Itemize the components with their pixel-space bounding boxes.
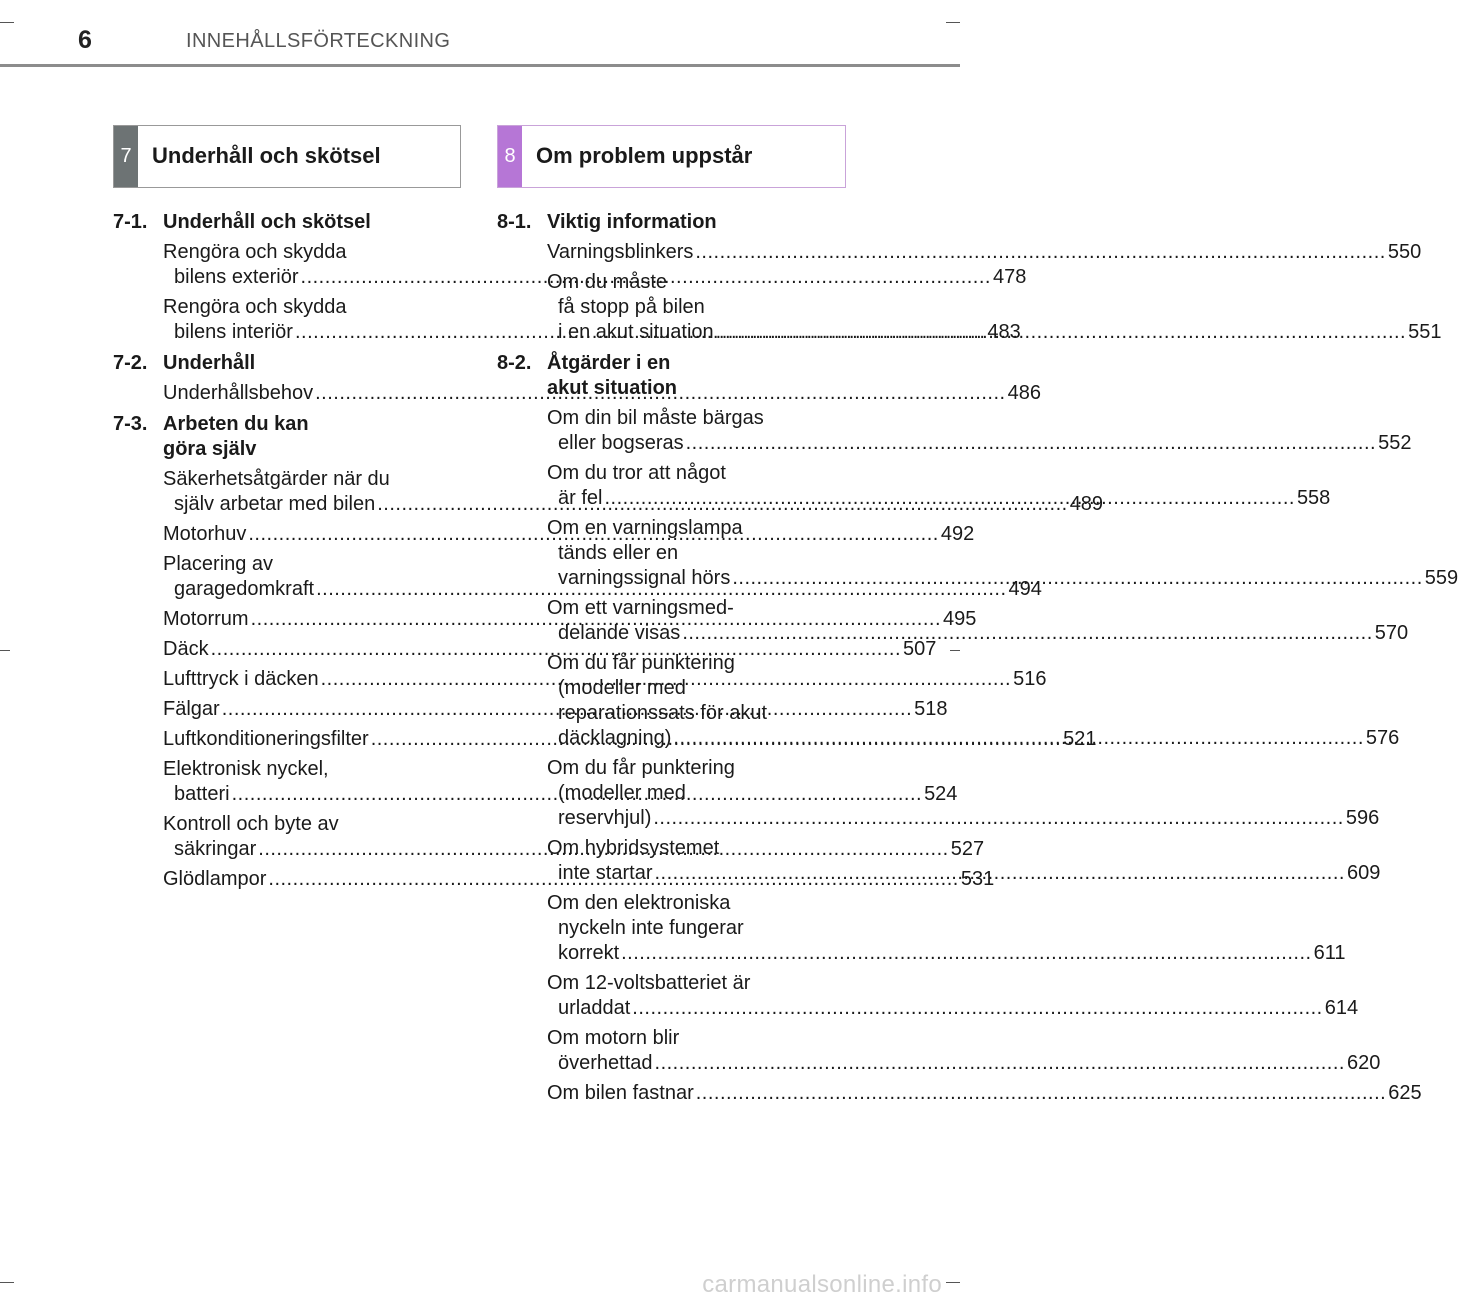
entry-last-line (547, 431, 1412, 456)
entry-text: säkringar (174, 838, 257, 860)
entry-text: Underhållsbehov (163, 382, 314, 404)
page-number-ref: 625 (1388, 1082, 1422, 1104)
toc-section (497, 210, 831, 235)
section-title: Åtgärder i en (547, 352, 671, 374)
page-number-ref: 478 (992, 266, 1027, 288)
section-title: akut situation (547, 377, 678, 399)
entry-text: korrekt (558, 942, 620, 964)
entry-text: Säkerhetsåtgärder när du (163, 468, 390, 490)
page-number-ref: 614 (1324, 997, 1359, 1019)
entry-text: Om du tror att något (547, 462, 726, 484)
entry-text: varningssignal hörs (558, 567, 731, 589)
entry-text: inte startar (558, 862, 653, 884)
toc-entry[interactable] (113, 637, 937, 662)
toc-entry[interactable] (497, 406, 1412, 456)
entry-text: Rengöra och skydda (163, 296, 347, 318)
page-number-ref: 611 (1313, 942, 1346, 964)
section-title: göra själv (163, 438, 257, 460)
entry-last-line (547, 806, 1380, 831)
toc-entry[interactable] (497, 891, 1346, 966)
toc-section (113, 351, 447, 376)
entry-text: Om du måste (547, 271, 668, 293)
page-number-ref: 620 (1346, 1052, 1381, 1074)
entry-text: urladdat (558, 997, 631, 1019)
entry-text: bilens interiör (174, 321, 293, 343)
chapter-title: Underhåll och skötsel (152, 143, 381, 168)
dot-leader (732, 567, 1422, 589)
entry-text: Luftkonditioneringsfilter (163, 728, 369, 750)
entry-text: Motorhuv (163, 523, 247, 545)
entry-text: Däck (163, 638, 209, 660)
page-number-ref: 494 (1008, 578, 1042, 600)
entry-text: Om hybridsystemet (547, 837, 720, 859)
entry-text: tänds eller en (558, 542, 679, 564)
entry-text: Fälgar (163, 698, 220, 720)
entry-text: Om 12-voltsbatteriet är (547, 972, 751, 994)
dot-leader (653, 807, 1343, 829)
entry-text: Varningsblinkers (547, 241, 694, 263)
entry-text: Om ett varningsmed- (547, 597, 734, 619)
crop-mark (946, 1282, 960, 1283)
entry-text: Glödlampor (163, 868, 267, 890)
section-number: 7-1. (113, 211, 148, 233)
entry-text: reservhjul) (558, 807, 652, 829)
section-title: Underhåll (163, 352, 256, 374)
toc-entry[interactable] (497, 1026, 1381, 1076)
entry-text: reparationssats för akut (558, 702, 767, 724)
dot-leader (604, 487, 1294, 509)
entry-text: själv arbetar med bilen (174, 493, 376, 515)
entry-last-line (547, 1051, 1381, 1076)
entry-text: bilens exteriör (174, 266, 299, 288)
page-number-ref: 609 (1346, 862, 1381, 884)
entry-text: få stopp på bilen (558, 296, 705, 318)
entry-text: Om motorn blir (547, 1027, 680, 1049)
page-number-ref: 531 (960, 868, 995, 890)
dot-leader (632, 997, 1322, 1019)
entry-text: Motorrum (163, 608, 249, 630)
page-number-ref: 524 (924, 783, 958, 805)
entry-text: nyckeln inte fungerar (558, 917, 744, 939)
page-number-ref: 552 (1378, 432, 1412, 454)
chapter-number-badge: 7 (114, 126, 138, 187)
page-number-ref: 495 (943, 608, 977, 630)
section-number: 7-3. (113, 413, 148, 435)
chapter-number-badge: 8 (498, 126, 522, 187)
entry-text: batteri (174, 783, 230, 805)
entry-text: delande visas (558, 622, 681, 644)
entry-text: Om du får punktering (547, 652, 735, 674)
entry-text: Elektronisk nyckel, (163, 758, 329, 780)
dot-leader (673, 727, 1363, 749)
chapter-title: Om problem uppstår (536, 143, 753, 168)
page-number-ref: 527 (950, 838, 985, 860)
section-number: 7-2. (113, 352, 148, 374)
entry-text: Kontroll och byte av (163, 813, 339, 835)
page-number-ref: 576 (1365, 727, 1400, 749)
crop-mark (950, 650, 960, 651)
section-number: 8-1. (497, 211, 532, 233)
page-number-ref: 551 (1408, 321, 1442, 343)
entry-last-line (547, 621, 1409, 646)
toc-entry[interactable] (497, 971, 1359, 1021)
entry-text: överhettad (558, 1052, 653, 1074)
entry-text: eller bogseras (558, 432, 684, 454)
dot-leader (621, 942, 1311, 964)
entry-text: (modeller med (558, 782, 686, 804)
entry-text: i en akut situation (558, 321, 714, 343)
page-number-ref: 521 (1063, 728, 1097, 750)
entry-text: Lufttryck i däcken (163, 668, 319, 690)
entry-text: (modeller med (558, 677, 686, 699)
header-divider (0, 64, 960, 67)
toc-entry[interactable] (497, 1081, 1422, 1106)
toc-section (497, 351, 831, 401)
entry-text: Om du får punktering (547, 757, 735, 779)
page-number-ref: 516 (1013, 668, 1047, 690)
watermark: carmanualsonline.info (702, 1271, 942, 1298)
entry-text: Rengöra och skydda (163, 241, 347, 263)
page-number-ref: 492 (940, 523, 975, 545)
entry-last-line (547, 240, 1422, 265)
entry-last-line (547, 941, 1346, 966)
page-number-ref: 596 (1345, 807, 1380, 829)
crop-mark (0, 650, 10, 651)
page-number-ref: 486 (1007, 382, 1041, 404)
entry-text: Placering av (163, 553, 274, 575)
page-number-ref: 550 (1387, 241, 1422, 263)
section-title: Underhåll och skötsel (163, 211, 371, 233)
page-number: 6 (78, 26, 92, 54)
section-title: Viktig information (547, 211, 717, 233)
dot-leader (682, 622, 1372, 644)
dot-leader (686, 432, 1376, 454)
page-number-ref: 518 (914, 698, 948, 720)
toc-section (113, 412, 447, 462)
toc-section (113, 210, 447, 235)
page-title: INNEHÅLLSFÖRTECKNING (186, 30, 451, 52)
page-number-ref: 507 (903, 638, 937, 660)
entry-text: Om en varningslampa (547, 517, 743, 539)
chapter-7-tab[interactable] (113, 125, 461, 188)
entry-last-line (547, 996, 1359, 1021)
entry-last-line (163, 637, 937, 662)
page-number-ref: 489 (1069, 493, 1104, 515)
crop-mark (0, 1282, 14, 1283)
page-header (0, 0, 960, 66)
dot-leader (654, 862, 1344, 884)
section-number: 8-2. (497, 352, 532, 374)
chapter-8-tab[interactable] (497, 125, 846, 188)
dot-leader (655, 1052, 1345, 1074)
entry-text: garagedomkraft (174, 578, 315, 600)
page-number-ref: 558 (1296, 487, 1331, 509)
page-number-ref: 559 (1424, 567, 1458, 589)
entry-text: är fel (558, 487, 603, 509)
dot-leader (716, 321, 1406, 343)
toc-entry[interactable] (497, 240, 1422, 265)
entry-text: Om den elektroniska (547, 892, 731, 914)
entry-text: Om bilen fastnar (547, 1082, 694, 1104)
dot-leader (695, 241, 1385, 263)
page-number-ref: 483 (987, 321, 1021, 343)
entry-text: Om din bil måste bärgas (547, 407, 764, 429)
entry-last-line (547, 1081, 1422, 1106)
entry-text: däcklagning) (558, 727, 672, 749)
dot-leader (696, 1082, 1386, 1104)
page-number-ref: 570 (1374, 622, 1409, 644)
section-title: Arbeten du kan (163, 413, 309, 435)
